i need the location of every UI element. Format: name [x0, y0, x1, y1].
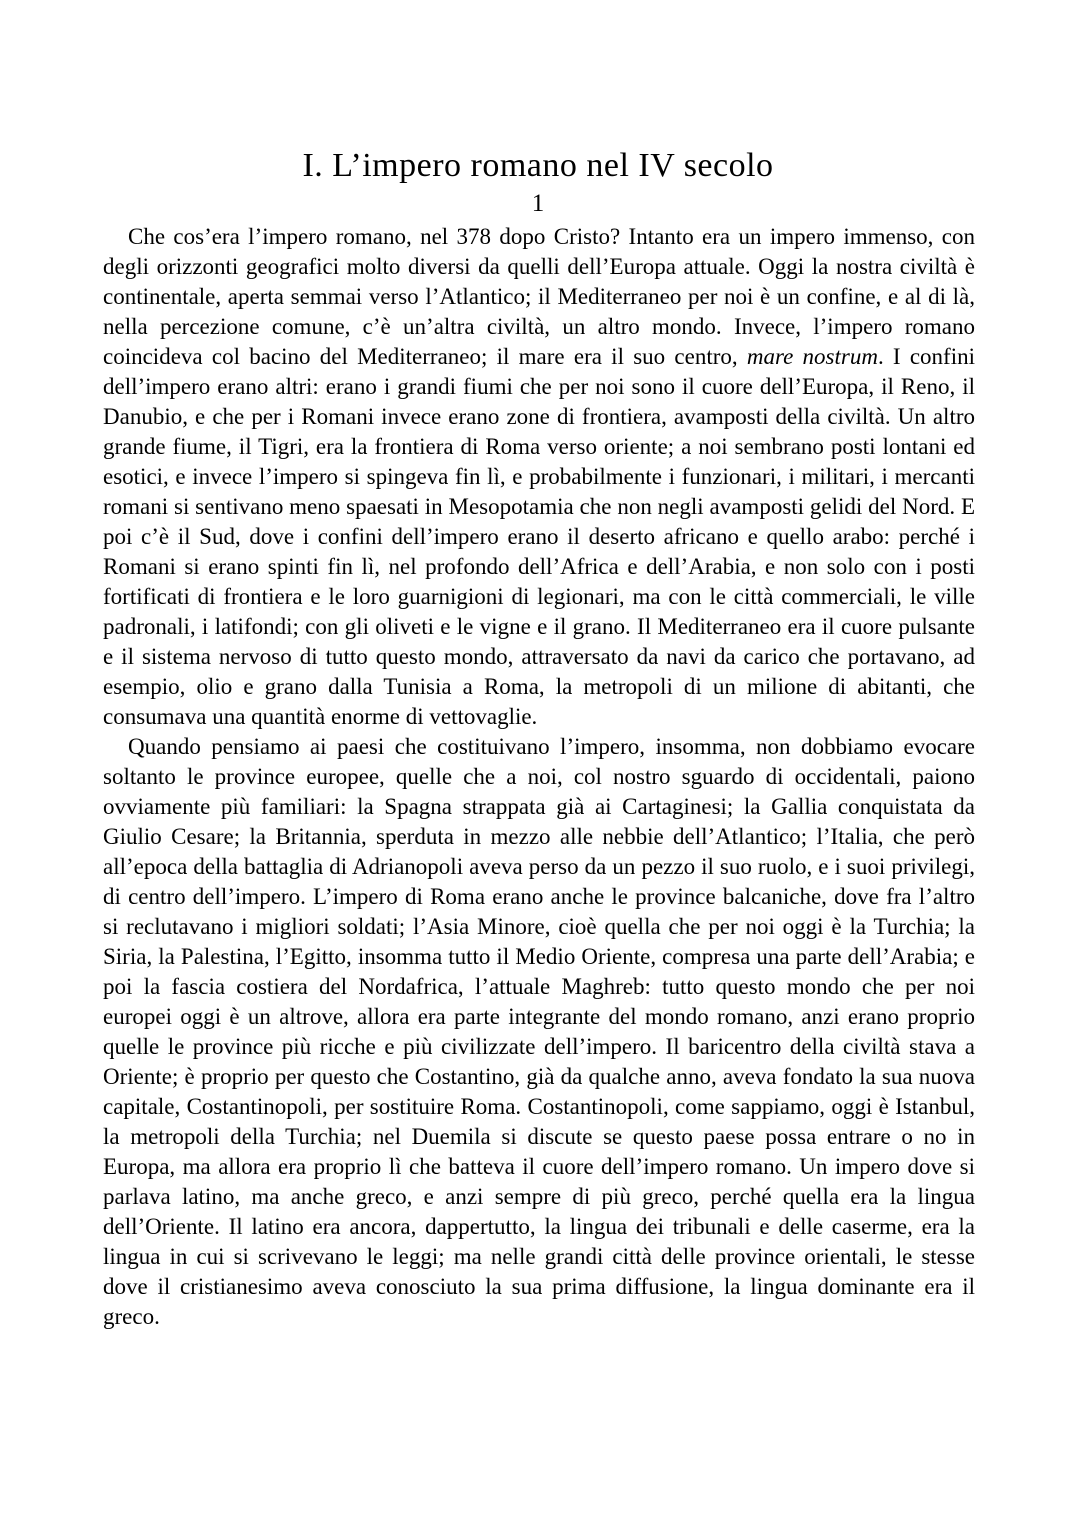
- paragraph-1-italic-phrase: mare nostrum: [746, 344, 878, 369]
- paragraph-1-text-continued: . I confini dell’impero erano altri: erano i grandi fiumi che per noi sono il cuore dell’Europa, il Reno, il Danubio, e che per i Romani invece erano zone di frontiera, avamposti della civiltà. Un altro grande fiume, il Tigri, era la frontiera di Roma verso oriente; a noi sembrano posti lontani ed esotici, e invece l’impero si spingeva fin lì, e probabilmente i funzionari, i militari, i mercanti romani si sentivano meno spaesati in Mesopotamia che non negli avamposti gelidi del Nord. E poi c’è il Sud, dove i confini dell’impero erano il deserto africano e quello arabo: perché i Romani si erano spinti fin lì, nel profondo dell’Africa e dell’Arabia, e non solo con i posti fortificati di frontiera e le loro guarnigioni di legionari, ma con le città commerciali, le ville padronali, i latifondi; con gli oliveti e le vigne e il grano. Il Mediterraneo era il cuore pulsante e il sistema nervoso di tutto questo mondo, attraversato da navi da carico che portavano, ad esempio, olio e grano dalla Tunisia a Roma, la metropoli di un milione di abitanti, che consumava una quantità enorme di vettovaglie.: [103, 344, 975, 729]
- chapter-title: I. L’impero romano nel IV secolo: [302, 147, 774, 184]
- paragraph-1: [103, 222, 975, 732]
- body-text: [103, 222, 975, 1332]
- section-number: 1: [531, 190, 545, 217]
- paragraph-1-text: Che cos’era l’impero romano, nel 378 dopo Cristo? Intanto era un impero immenso, con degli orizzonti geografici molto diversi da quelli dell’Europa attuale. Oggi la nostra civiltà è continentale, aperta semmai verso l’Atlantico; il Mediterraneo per noi è un confine, e al di là, nella percezione comune, c’è un’altra civiltà, un altro mondo. Invece, l’impero romano coincideva col bacino del Mediterraneo; il mare era il suo centro,: [103, 224, 975, 369]
- paragraph-2-text: Quando pensiamo ai paesi che costituivano l’impero, insomma, non dobbiamo evocare soltanto le province europee, quelle che a noi, col nostro sguardo di occidentali, paiono ovviamente più familiari: la Spagna strappata già ai Cartaginesi; la Gallia conquistata da Giulio Cesare; la Britannia, sperduta in mezzo alle nebbie dell’Atlantico; l’Italia, che però all’epoca della battaglia di Adrianopoli aveva perso da un pezzo il suo ruolo, e i suoi privilegi, di centro dell’impero. L’impero di Roma erano anche le province balcaniche, dove fra l’altro si reclutavano i migliori soldati; l’Asia Minore, cioè quella che per noi oggi è la Turchia; la Siria, la Palestina, l’Egitto, insomma tutto il Medio Oriente, compresa una parte dell’Arabia; e poi la fascia costiera del Nordafrica, l’attuale Maghreb: tutto questo mondo che per noi europei oggi è un altrove, allora era parte integrante del mondo romano, anzi erano proprio quelle le province più ricche e più civilizzate dell’impero. Il baricentro della civiltà stava a Oriente; è proprio per questo che Costantino, già da qualche anno, aveva fondato la sua nuova capitale, Costantinopoli, per sostituire Roma. Costantinopoli, come sappiamo, oggi è Istanbul, la metropoli della Turchia; nel Duemila si discute se questo paese possa entrare o no in Europa, ma allora era proprio lì che batteva il cuore dell’impero romano. Un impero dove si parlava latino, ma anche greco, e anzi sempre di più greco, perché quella era la lingua dell’Oriente. Il latino era ancora, dappertutto, la lingua dei tribunali e delle caserme, era la lingua in cui si scrivevano le leggi; ma nelle grandi città delle province orientali, le stesse dove il cristianesimo aveva conosciuto la sua prima diffusione, la lingua dominante era il greco.: [103, 734, 975, 1329]
- paragraph-2: [103, 732, 975, 1332]
